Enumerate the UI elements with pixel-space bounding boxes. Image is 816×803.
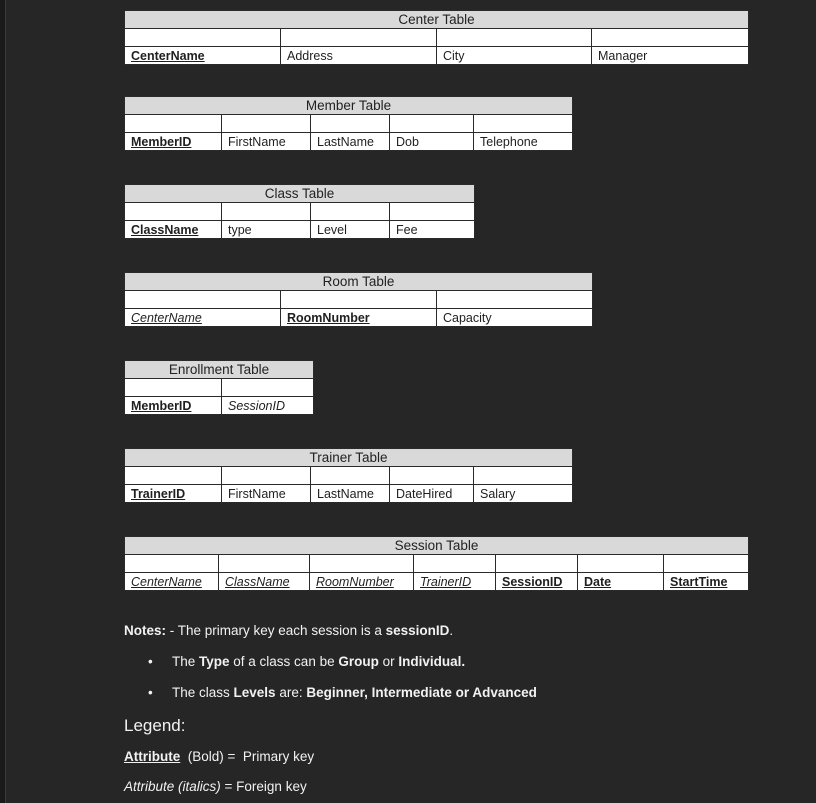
column-roomnumber: RoomNumber <box>281 309 437 327</box>
enrollment-table <box>124 360 314 415</box>
legend-foreign-key: Attribute (italics) = Foreign key <box>124 779 307 794</box>
session-table <box>124 536 749 591</box>
column-classname-fk: ClassName <box>219 573 310 591</box>
column-salary: Salary <box>474 485 573 503</box>
bullet-icon: • <box>148 685 153 700</box>
column-lastname: LastName <box>311 485 390 503</box>
column-sessionid: SessionID <box>496 573 578 591</box>
notes-bullet-levels: • The class Levels are: Beginner, Intermediate or Advanced <box>148 685 537 700</box>
column-capacity: Capacity <box>437 309 593 327</box>
column-address: Address <box>281 47 437 65</box>
notes-line: Notes: - The primary key each session is a sessionID. <box>124 623 454 638</box>
notes-bullet-type: • The Type of a class can be Group or Individual. <box>148 654 466 669</box>
column-dob: Dob <box>390 133 474 151</box>
notes-label: Notes: <box>124 623 167 638</box>
column-datehired: DateHired <box>390 485 474 503</box>
column-roomnumber-fk: RoomNumber <box>310 573 414 591</box>
column-memberid: MemberID <box>125 133 222 151</box>
bullet-icon: • <box>148 654 153 669</box>
enrollment-table-title: Enrollment Table <box>125 361 314 379</box>
column-firstname: FirstName <box>222 485 311 503</box>
class-table-title: Class Table <box>125 185 475 203</box>
column-centername-fk: CenterName <box>125 573 219 591</box>
page-edge <box>0 0 6 803</box>
column-trainerid-fk: TrainerID <box>414 573 496 591</box>
session-table-title: Session Table <box>125 537 749 555</box>
column-centername-fk: CenterName <box>125 309 281 327</box>
column-type: type <box>222 221 311 239</box>
column-memberid: MemberID <box>125 397 222 415</box>
column-date: Date <box>578 573 664 591</box>
center-table <box>124 10 749 65</box>
column-centername: CenterName <box>125 47 281 65</box>
column-classname: ClassName <box>125 221 222 239</box>
center-table-title: Center Table <box>125 11 749 29</box>
column-manager: Manager <box>592 47 749 65</box>
column-trainerid: TrainerID <box>125 485 222 503</box>
room-table <box>124 272 593 327</box>
legend-title: Legend: <box>124 716 186 735</box>
column-level: Level <box>311 221 390 239</box>
room-table-title: Room Table <box>125 273 593 291</box>
column-firstname: FirstName <box>222 133 311 151</box>
trainer-table <box>124 448 573 503</box>
column-starttime: StartTime <box>664 573 749 591</box>
member-table <box>124 96 573 151</box>
member-table-title: Member Table <box>125 97 573 115</box>
trainer-table-title: Trainer Table <box>125 449 573 467</box>
legend-primary-key: Attribute (Bold) = Primary key <box>124 749 315 764</box>
column-lastname: LastName <box>311 133 390 151</box>
column-telephone: Telephone <box>474 133 573 151</box>
column-fee: Fee <box>390 221 475 239</box>
class-table <box>124 184 475 239</box>
column-city: City <box>437 47 592 65</box>
column-sessionid-fk: SessionID <box>222 397 314 415</box>
